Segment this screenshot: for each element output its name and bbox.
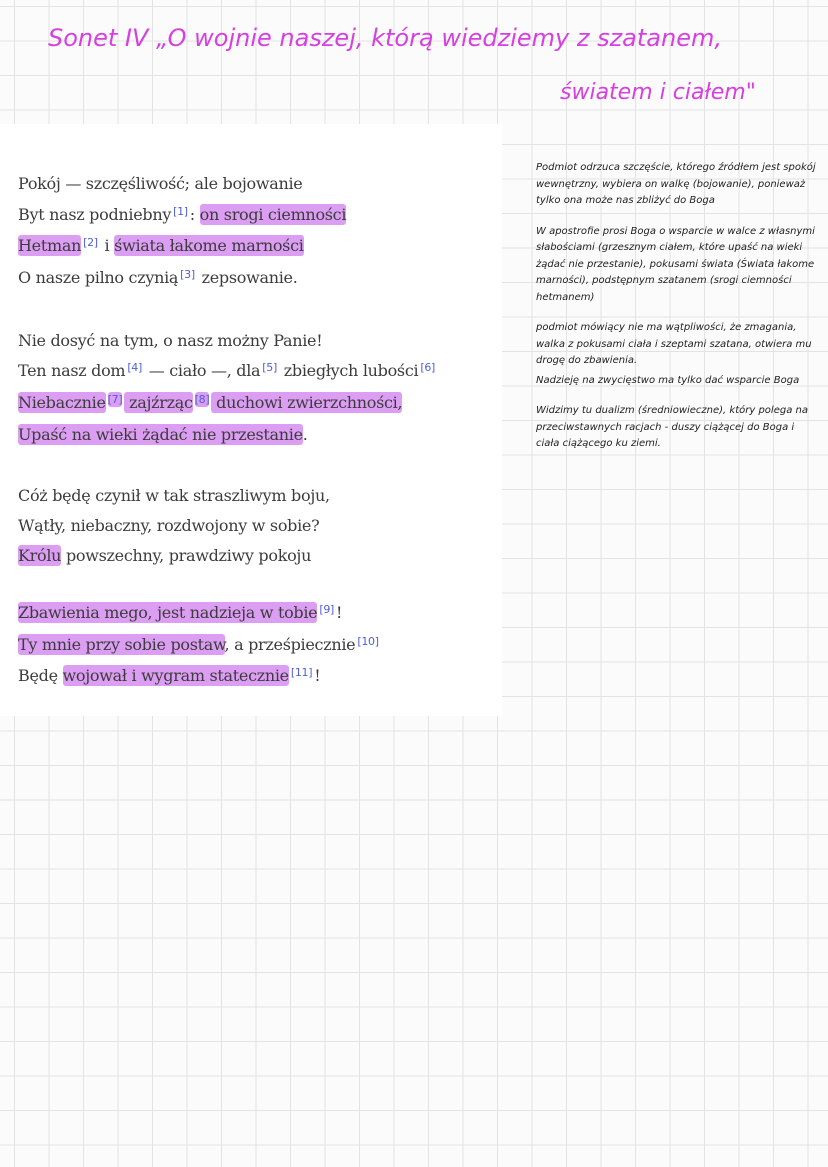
highlighted-text: Upaść na wieki żądać nie przestanie [18, 425, 303, 444]
note-1: Podmiot odrzuca szczęście, którego źródłem jest spokój wewnętrzny, wybiera on walkę (bojowanie), ponieważ tylko ona może nas zbliżyć do Boga [536, 162, 816, 206]
highlighted-text: świata łakome marności [114, 236, 304, 255]
note-2: W apostrofie prosi Boga o wsparcie w walce z własnymi słabościami (grzesznym ciałem, które upaść na wieki żądać nie przestanie), pokusami świata (Świata łakome marności), podstępnym szatanem (srogi ciemności hetmanem) [536, 225, 815, 303]
poem-text: zbiegłych lubości [278, 361, 419, 380]
poem-line [18, 268, 298, 287]
poem-line [18, 546, 311, 565]
poem-text: powszechny, prawdziwy pokoju [61, 546, 312, 565]
poem-text: Wątły, niebaczny, rozdwojony w sobie? [18, 516, 320, 535]
poem-line [18, 361, 437, 380]
footnote-ref-link[interactable]: [6] [420, 361, 436, 374]
note-3: podmiot mówiący nie ma wątpliwości, że zmagania, walka z pokusami ciała i szeptami szatana, otwiera mu drogę do zbawienia. [536, 322, 812, 366]
poem-text: Pokój — szczęśliwość; ale bojowanie [18, 174, 303, 193]
highlighted-text: Królu [18, 546, 62, 565]
footnote-ref-link[interactable]: [2] [83, 236, 98, 249]
footnote-ref-link[interactable]: [11] [290, 666, 313, 679]
note-5: Widzimy tu dualizm (średniowieczne), który polega na przeciwstawnych racjach - duszy ciążącej do Boga i ciała ciążącego ku ziemi. [536, 405, 808, 449]
poem-line [18, 331, 322, 350]
poem-text: : [189, 205, 200, 224]
poem-text: Byt nasz podniebny [18, 205, 172, 224]
poem-line [18, 236, 304, 255]
highlighted-text: Niebacznie [18, 393, 106, 412]
title-line-1: Sonet IV „O wojnie naszej, którą wiedziemy z szatanem, [48, 24, 722, 52]
poem-line [18, 666, 320, 685]
poem-line [18, 174, 302, 193]
handwritten-notes [536, 160, 818, 467]
poem-text: zepsowanie. [196, 268, 298, 287]
footnote-ref-link[interactable]: [5] [262, 361, 277, 374]
highlighted-text: wojował i wygram statecznie [62, 666, 289, 685]
poem-text: . [302, 425, 308, 444]
poem-line [18, 516, 319, 535]
highlighted-text: zajźrząc [124, 393, 193, 412]
footnote-ref-link[interactable]: [3] [180, 268, 195, 281]
poem-text: Cóż będę czynił w tak straszliwym boju, [18, 486, 330, 505]
highlighted-text: on srogi ciemności [199, 205, 347, 224]
poem-text: ! [314, 666, 321, 685]
footnote-ref-link[interactable]: [1] [173, 205, 188, 218]
poem-panel [0, 124, 502, 716]
highlighted-text: Hetman [18, 236, 82, 255]
poem-line [18, 603, 342, 622]
footnote-ref-link[interactable]: [7] [107, 393, 123, 406]
highlighted-text: duchowi zwierzchności, [211, 393, 403, 412]
footnote-ref-link[interactable]: [9] [319, 603, 335, 616]
poem-text: Nie dosyć na tym, o nasz możny Panie! [18, 331, 323, 350]
poem-line [18, 205, 346, 224]
poem-text: , a prześpiecznie [224, 635, 356, 654]
poem-line [18, 393, 402, 412]
highlighted-text: Zbawienia mego, jest nadzieja w tobie [18, 603, 318, 622]
footnote-ref-link[interactable]: [8] [194, 393, 210, 406]
title-line-2: światem i ciałem" [560, 80, 756, 105]
poem-text: Ten nasz dom [18, 361, 126, 380]
highlighted-text: Ty mnie przy sobie postaw [18, 635, 225, 654]
footnote-ref-link[interactable]: [10] [357, 635, 379, 648]
poem-line [18, 635, 381, 654]
poem-text: Będę [18, 666, 63, 685]
poem-text: i [99, 236, 115, 255]
note-4: Nadzieję na zwycięstwo ma tylko dać wsparcie Boga [536, 374, 800, 386]
poem-text: O nasze pilno czynią [18, 268, 179, 287]
poem-line [18, 486, 330, 505]
poem-text: ! [336, 603, 343, 622]
poem-line [18, 425, 308, 444]
footnote-ref-link[interactable]: [4] [127, 361, 142, 374]
poem-text: — ciało —, dla [144, 361, 261, 380]
